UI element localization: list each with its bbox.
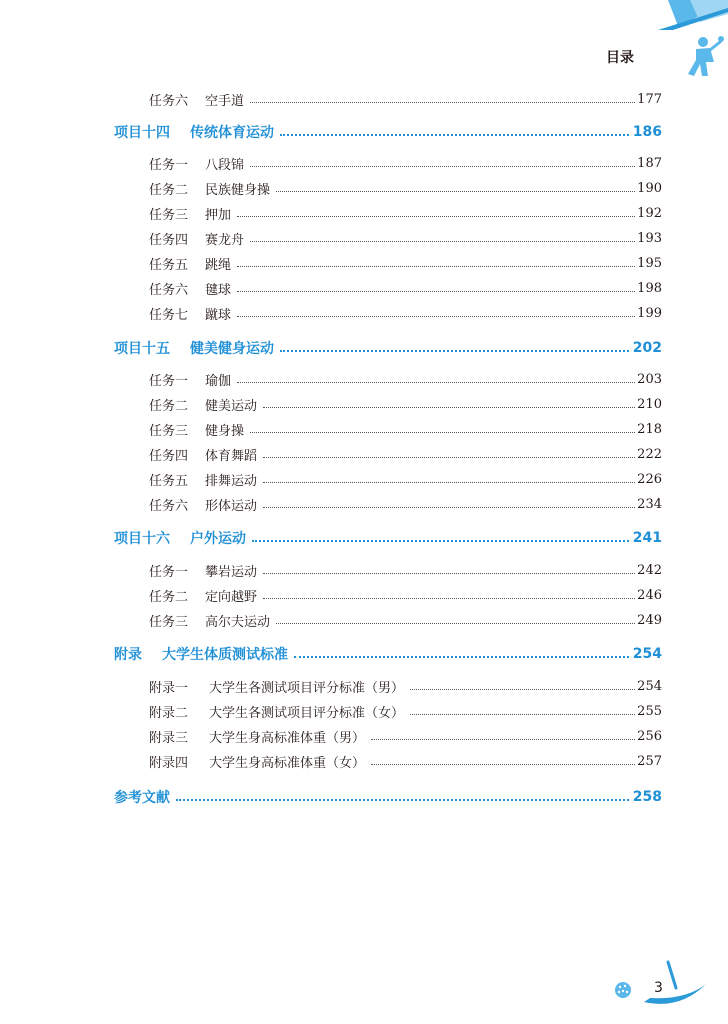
task-title: 攀岩运动 <box>205 564 258 580</box>
appendix-number: 附录三 <box>149 730 189 746</box>
page-ref: 256 <box>637 728 662 744</box>
toc-entry[interactable] <box>0 368 728 390</box>
dot-leader <box>276 191 635 192</box>
toc-entry[interactable] <box>0 252 728 274</box>
task-title: 瑜伽 <box>205 373 232 389</box>
task-number: 任务五 <box>149 257 189 273</box>
appendix-title: 大学生身高标准体重（男） <box>209 730 366 746</box>
section-number: 项目十五 <box>114 341 170 357</box>
dot-leader <box>263 573 635 574</box>
task-number: 任务三 <box>149 423 189 439</box>
task-number: 任务六 <box>149 93 189 109</box>
task-title: 赛龙舟 <box>205 232 245 248</box>
dot-leader <box>237 291 635 292</box>
dot-leader <box>250 432 635 433</box>
appendix-number: 附录四 <box>149 755 189 771</box>
task-title: 排舞运动 <box>205 473 258 489</box>
task-number: 任务一 <box>149 564 189 580</box>
page-ref: 241 <box>632 530 662 546</box>
page-ref: 249 <box>637 612 662 628</box>
section-number: 附录 <box>114 647 142 663</box>
page-ref: 226 <box>637 471 662 487</box>
dot-leader <box>252 540 629 542</box>
task-title: 跳绳 <box>205 257 232 273</box>
task-number: 任务二 <box>149 398 189 414</box>
page-ref: 202 <box>632 340 662 356</box>
toc-entry[interactable] <box>0 418 728 440</box>
section-number: 项目十四 <box>114 125 170 141</box>
dot-leader <box>276 623 635 624</box>
page-ref: 195 <box>637 255 662 271</box>
task-title: 形体运动 <box>205 498 258 514</box>
section-number: 项目十六 <box>114 531 170 547</box>
page-ref: 222 <box>637 446 662 462</box>
dot-leader <box>263 507 635 508</box>
toc-entry[interactable] <box>0 88 728 110</box>
task-title: 押加 <box>205 207 232 223</box>
toc-entry[interactable] <box>0 152 728 174</box>
toc-entry[interactable] <box>0 443 728 465</box>
toc-entry[interactable] <box>0 675 728 697</box>
toc-entry[interactable] <box>0 584 728 606</box>
page-ref: 187 <box>637 155 662 171</box>
appendix-number: 附录二 <box>149 705 189 721</box>
dot-leader <box>263 457 635 458</box>
dot-leader <box>250 166 635 167</box>
section-title: 户外运动 <box>190 531 246 547</box>
ball-icon <box>614 981 632 999</box>
toc-section[interactable] <box>0 337 728 359</box>
dot-leader <box>250 241 635 242</box>
task-title: 八段锦 <box>205 157 245 173</box>
toc-section[interactable] <box>0 643 728 665</box>
toc-entry[interactable] <box>0 277 728 299</box>
task-number: 任务二 <box>149 589 189 605</box>
appendix-title: 大学生身高标准体重（女） <box>209 755 366 771</box>
page-ref: 246 <box>637 587 662 603</box>
page-number: 3 <box>654 980 663 996</box>
task-number: 任务三 <box>149 614 189 630</box>
toc-entry[interactable] <box>0 393 728 415</box>
page-ref: 177 <box>637 91 662 107</box>
task-title: 定向越野 <box>205 589 258 605</box>
toc-entry[interactable] <box>0 559 728 581</box>
dot-leader <box>294 656 629 658</box>
toc-entry[interactable] <box>0 493 728 515</box>
page-ref: 242 <box>637 562 662 578</box>
toc-entry[interactable] <box>0 700 728 722</box>
page-ref: 186 <box>632 124 662 140</box>
dot-leader <box>371 739 635 740</box>
page-ref: 257 <box>637 753 662 769</box>
dot-leader <box>280 134 629 136</box>
task-title: 健身操 <box>205 423 245 439</box>
page-ref: 218 <box>637 421 662 437</box>
task-number: 任务一 <box>149 157 189 173</box>
task-number: 任务四 <box>149 232 189 248</box>
toc-entry[interactable] <box>0 468 728 490</box>
task-number: 任务六 <box>149 282 189 298</box>
page-ref: 198 <box>637 280 662 296</box>
references-title: 参考文献 <box>114 790 170 806</box>
page-ref: 192 <box>637 205 662 221</box>
page-ref: 234 <box>637 496 662 512</box>
toc-references[interactable] <box>0 786 728 808</box>
page-ref: 199 <box>637 305 662 321</box>
appendix-number: 附录一 <box>149 680 189 696</box>
appendix-title: 大学生各测试项目评分标准（男） <box>209 680 405 696</box>
dot-leader <box>263 407 635 408</box>
page-ref: 203 <box>637 371 662 387</box>
task-number: 任务二 <box>149 182 189 198</box>
basketball-player-icon <box>644 32 724 82</box>
swoosh-icon <box>640 958 710 1008</box>
dot-leader <box>237 216 635 217</box>
toc-entry[interactable] <box>0 227 728 249</box>
task-number: 任务五 <box>149 473 189 489</box>
dot-leader <box>410 689 635 690</box>
task-number: 任务一 <box>149 373 189 389</box>
toc-entry[interactable] <box>0 302 728 324</box>
page-ref: 210 <box>637 396 662 412</box>
task-number: 任务三 <box>149 207 189 223</box>
toc-entry[interactable] <box>0 177 728 199</box>
dot-leader <box>237 382 635 383</box>
dot-leader <box>250 102 635 103</box>
dot-leader <box>237 266 635 267</box>
task-title: 空手道 <box>205 93 245 109</box>
dot-leader <box>176 799 629 801</box>
appendix-title: 大学生各测试项目评分标准（女） <box>209 705 405 721</box>
page-ref: 254 <box>632 646 662 662</box>
page-ref: 254 <box>637 678 662 694</box>
dot-leader <box>410 714 635 715</box>
section-title: 传统体育运动 <box>190 125 274 141</box>
toc-entry[interactable] <box>0 609 728 631</box>
toc-section[interactable] <box>0 527 728 549</box>
task-title: 蹴球 <box>205 307 232 323</box>
task-title: 毽球 <box>205 282 232 298</box>
page-header-title: 目录 <box>606 50 634 66</box>
dot-leader <box>263 482 635 483</box>
task-title: 健美运动 <box>205 398 258 414</box>
dot-leader <box>237 316 635 317</box>
toc-entry[interactable] <box>0 750 728 772</box>
page-ref: 190 <box>637 180 662 196</box>
section-title: 大学生体质测试标准 <box>162 647 288 663</box>
task-number: 任务四 <box>149 448 189 464</box>
dot-leader <box>263 598 635 599</box>
task-number: 任务七 <box>149 307 189 323</box>
task-title: 民族健身操 <box>205 182 271 198</box>
page-ref: 258 <box>632 789 662 805</box>
dot-leader <box>371 764 635 765</box>
toc-entry[interactable] <box>0 202 728 224</box>
task-title: 高尔夫运动 <box>205 614 271 630</box>
dot-leader <box>280 350 629 352</box>
toc-entry[interactable] <box>0 725 728 747</box>
toc-section[interactable] <box>0 121 728 143</box>
page-ref: 193 <box>637 230 662 246</box>
section-title: 健美健身运动 <box>190 341 274 357</box>
task-title: 体育舞蹈 <box>205 448 258 464</box>
page-ref: 255 <box>637 703 662 719</box>
task-number: 任务六 <box>149 498 189 514</box>
